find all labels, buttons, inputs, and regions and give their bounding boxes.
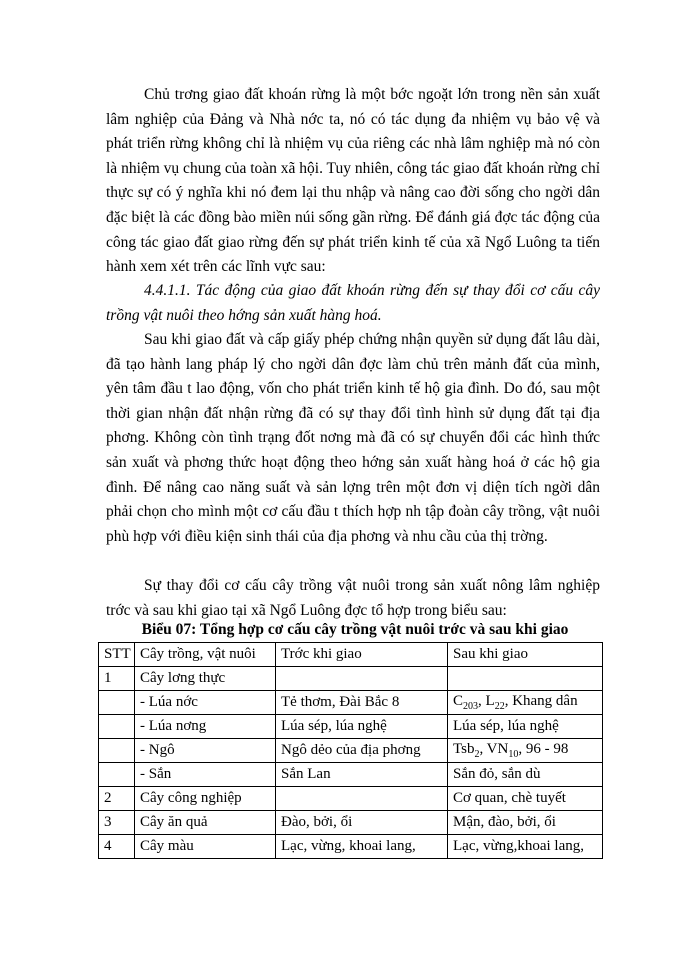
cell-after: Cơ quan, chè tuyết [448,787,603,811]
table-row [99,715,603,739]
cell-stt [99,739,135,763]
cell-stt [99,691,135,715]
cell-after: Tsb$_2$, $VN_{10}$, 96 - 98 [448,739,603,763]
table-row [99,763,603,787]
cell-crop: Cây màu [135,835,276,859]
paragraph-intro: Chủ trơng giao đất khoán rừng là một bớc ngoặt lớn trong nền sản xuất lâm nghiệp của Đảng và Nhà nớc ta, nó có tác dụng đa nhiệm vụ bảo vệ và phát triển rừng không chỉ là nhiệm vụ của riêng các nhà lâm nghiệp mà nó còn là nhiệm vụ chung của toàn xã hội. Tuy nhiên, công tác giao đất khoán rừng chỉ thực sự có ý nghĩa khi nó đem lại thu nhập và nâng cao đời sống cho ngời dân đặc biệt là các đồng bào miền núi sống gần rừng. Để đánh giá đợc tác động của công tác giao đất giao rừng đến sự phát triển kinh tế của xã Ngổ Luông ta tiến hành xem xét trên các lĩnh vực sau: [106,86,600,276]
cell-stt [99,715,135,739]
cell-stt: 2 [99,787,135,811]
table-row [99,811,603,835]
cell-crop: - Lúa nơng [135,715,276,739]
header-before: Trớc khi giao [276,643,448,667]
paragraph-table-intro: Sự thay đổi cơ cấu cây trồng vật nuôi trong sản xuất nông lâm nghiệp trớc và sau khi giao tại xã Ngổ Luông đợc tổ hợp trong biểu sau: [106,577,600,619]
cell-before: Tẻ thơm, Đài Bắc 8 [276,691,448,715]
cell-crop: - Sắn [135,763,276,787]
section-heading-4-4-1-1: 4.4.1.1. Tác động của giao đất khoán rừng đến sự thay đổi cơ cấu cây trồng vật nuôi theo hớng sản xuất hàng hoá. [106,282,600,324]
cell-before [276,787,448,811]
paragraph-land-allocation: Sau khi giao đất và cấp giấy phép chứng nhận quyền sử dụng đất lâu dài, đã tạo hành lang pháp lý cho ngời dân đợc làm chủ trên mảnh đất của mình, yên tâm đầu t lao động, vốn cho phát triển kinh tế hộ gia đình. Do đó, sau một thời gian nhận đất nhận rừng đã có sự thay đổi tình hình sử dụng đất tại địa phơng. Không còn tình trạng đốt nơng mà đã có sự chuyển đổi các hình thức sản xuất và phơng thức hoạt động theo hớng sản xuất hàng hoá ở các hộ gia đình. Để nâng cao năng suất và sản lợng trên một đơn vị diện tích ngời dân phải chọn cho mình một cơ cấu đầu t thích hợp nh tập đoàn cây trồng, vật nuôi phù hợp với điều kiện sinh thái của địa phơng và nhu cầu của thị trờng. [106,331,600,545]
cell-stt: 1 [99,667,135,691]
cell-stt: 3 [99,811,135,835]
cell-after: Lúa sép, lúa nghệ [448,715,603,739]
cell-before: Lạc, vừng, khoai lang, [276,835,448,859]
table-header-row [99,643,603,667]
cell-before [276,667,448,691]
cell-crop: Cây lơng thực [135,667,276,691]
cell-crop: Cây ăn quả [135,811,276,835]
cell-stt: 4 [99,835,135,859]
cell-before: Đào, bởi, ổi [276,811,448,835]
header-after: Sau khi giao [448,643,603,667]
table-row [99,691,603,715]
cell-before: Ngô dẻo của địa phơng [276,739,448,763]
cell-after [448,667,603,691]
header-stt: STT [99,643,135,667]
cell-before: Sắn Lan [276,763,448,787]
header-crop: Cây trồng, vật nuôi [135,643,276,667]
cell-crop: Cây công nghiệp [135,787,276,811]
cell-after: $C_{203}$, $L_{22}$, Khang dân [448,691,603,715]
crop-structure-table [98,642,603,859]
cell-stt [99,763,135,787]
cell-before: Lúa sép, lúa nghệ [276,715,448,739]
table-caption: Biểu 07: Tổng hợp cơ cấu cây trồng vật nuôi trớc và sau khi giao [141,621,569,638]
cell-after: Lạc, vừng,khoai lang, [448,835,603,859]
table-row [99,739,603,763]
cell-crop: - Ngô [135,739,276,763]
cell-after: Mận, đào, bởi, ổi [448,811,603,835]
table-row [99,787,603,811]
table-row [99,835,603,859]
cell-crop: - Lúa nớc [135,691,276,715]
cell-after: Sắn đỏ, sắn dù [448,763,603,787]
table-row [99,667,603,691]
